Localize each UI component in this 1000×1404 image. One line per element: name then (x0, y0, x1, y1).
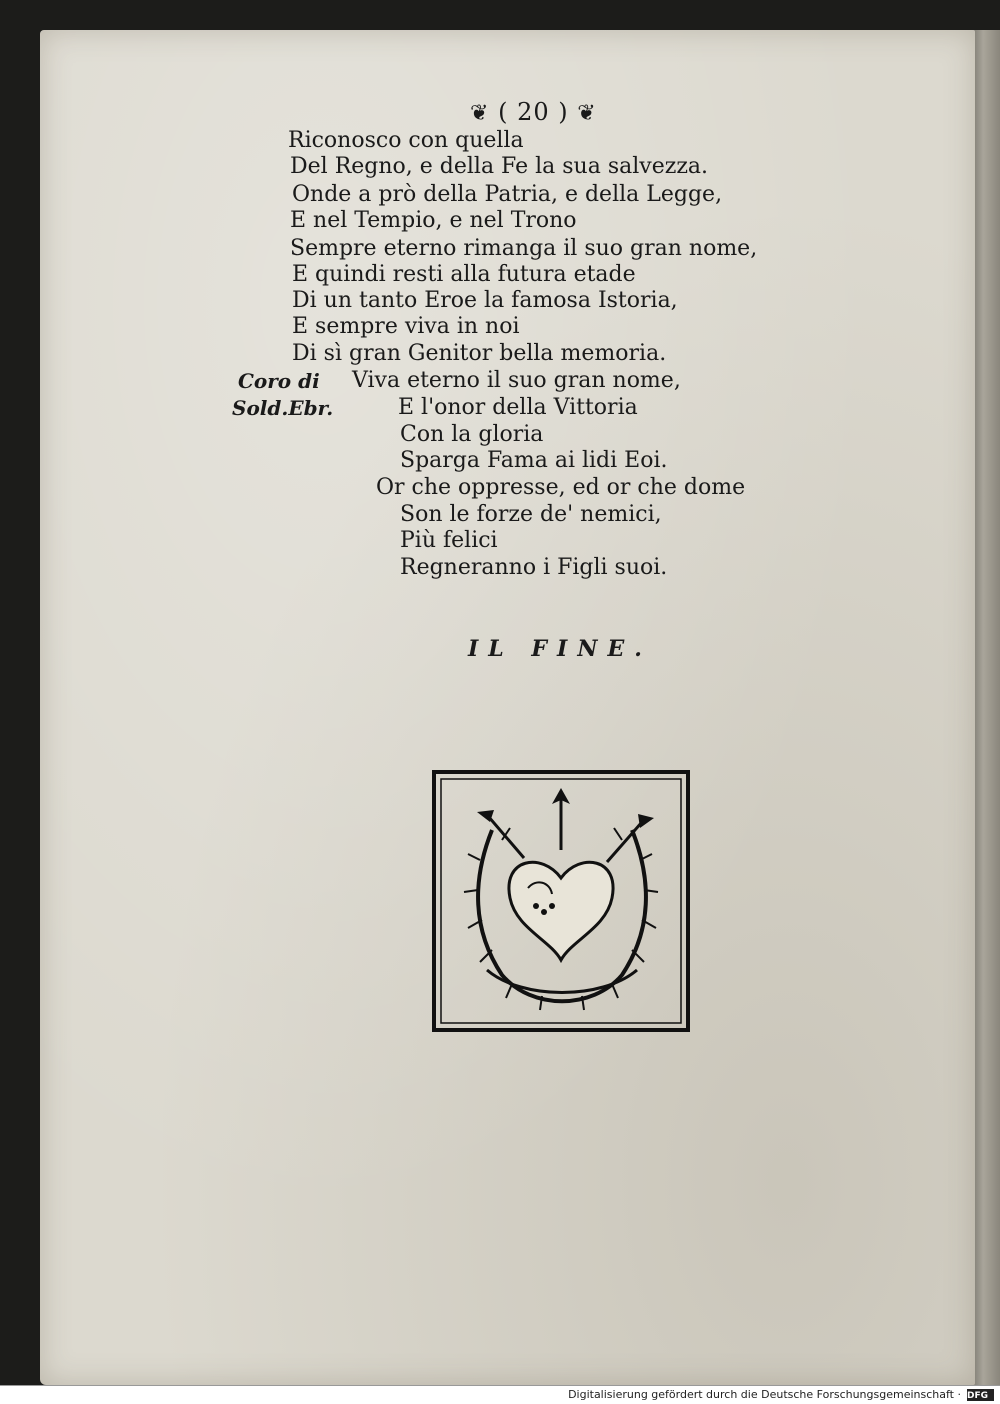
verse-line: E nel Tempio, e nel Trono (290, 208, 577, 233)
chorus-line: Viva eterno il suo gran nome, (352, 368, 681, 393)
verse-line: Sempre eterno rimanga il suo gran nome, (290, 236, 758, 261)
page-header (470, 98, 670, 128)
speaker-label: Sold.Ebr. (232, 396, 334, 420)
footer-credit: Digitalisierung gefördert durch die Deutsche Forschungsgemeinschaft · (568, 1388, 961, 1401)
chorus-line: Con la gloria (400, 422, 544, 447)
ornament-left-icon: ❦ (470, 101, 490, 126)
ornament-right-icon: ❦ (577, 101, 597, 126)
speaker-label: Coro di (238, 369, 320, 393)
dfg-logo: DFG (967, 1389, 994, 1401)
chorus-line: Più felici (400, 528, 498, 553)
verse-line: E quindi resti alla futura etade (292, 262, 636, 287)
verse-line: Riconosco con quella (288, 128, 524, 153)
digitization-footer (0, 1385, 1000, 1404)
verse-line: Di sì gran Genitor bella memoria. (292, 341, 667, 366)
woodcut-heart-icon (432, 770, 690, 1032)
ending-title: IL FINE. (468, 636, 652, 662)
verse-line: Del Regno, e della Fe la sua salvezza. (290, 154, 709, 179)
page-number: ( 20 ) (498, 98, 569, 126)
chorus-line: Regneranno i Figli suoi. (400, 555, 668, 580)
verse-line: Di un tanto Eroe la famosa Istoria, (292, 288, 678, 313)
chorus-line: E l'onor della Vittoria (398, 395, 638, 420)
chorus-line: Or che oppresse, ed or che dome (376, 475, 746, 500)
page-edge (972, 30, 1000, 1385)
verse-line: E sempre viva in noi (292, 314, 520, 339)
chorus-line: Sparga Fama ai lidi Eoi. (400, 448, 668, 473)
verse-line: Onde a prò della Patria, e della Legge, (292, 182, 723, 207)
chorus-line: Son le forze de' nemici, (400, 502, 662, 527)
